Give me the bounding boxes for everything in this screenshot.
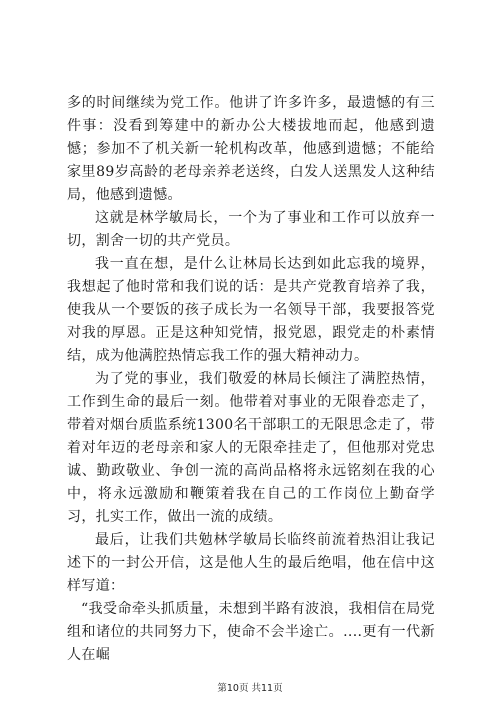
quoted-letter-paragraph: “我受命牵头抓质量，未想到半路有波浪，我相信在局党组和诸位的共同努力下，使命不会半途亡。....更有一代新人在崛 bbox=[67, 601, 435, 663]
paragraph: 我一直在想，是什么让林局长达到如此忘我的境界，我想起了他时常和我们说的话：是共产党教育培养了我，使我从一个要饭的孩子成长为一名领导干部，我要报答党对我的厚恩。正是这种知党情，报党恩，跟党走的朴素情结，成为他满腔热情忘我工作的强大精神动力。 bbox=[67, 256, 435, 364]
page-number-label: 第10页 共11页 bbox=[217, 683, 283, 694]
paragraph: 最后，让我们共勉林学敏局长临终前流着热泪让我记述下的一封公开信，这是他人生的最后绝唱，他在信中这样写道： bbox=[67, 532, 435, 594]
paragraph: 为了党的事业，我们敬爱的林局长倾注了满腔热情，工作到生命的最后一刻。他带着对事业的无限眷恋走了，带着对烟台质监系统1300名干部职工的无限思念走了，带着对年迈的老母亲和家人的无限牵挂走了，但他那对党忠诚、勤政敬业、争创一流的高尚品格将永远铭刻在我的心中，将永远激励和鞭策着我在自己的工作岗位上勤奋学习，扎实工作，做出一流的成绩。 bbox=[67, 371, 435, 525]
paragraph-continued: 多的时间继续为党工作。他讲了许多许多，最遗憾的有三件事：没看到筹建中的新办公大楼拔地而起，他感到遗憾；参加不了机关新一轮机构改革，他感到遗憾；不能给家里89岁高龄的老母亲养老送终，白发人送黑发人这种结局，他感到遗憾。 bbox=[67, 95, 435, 203]
page-footer bbox=[0, 680, 500, 694]
document-body bbox=[67, 92, 435, 667]
paragraph: 这就是林学敏局长，一个为了事业和工作可以放弃一切，割舍一切的共产党员。 bbox=[67, 210, 435, 249]
